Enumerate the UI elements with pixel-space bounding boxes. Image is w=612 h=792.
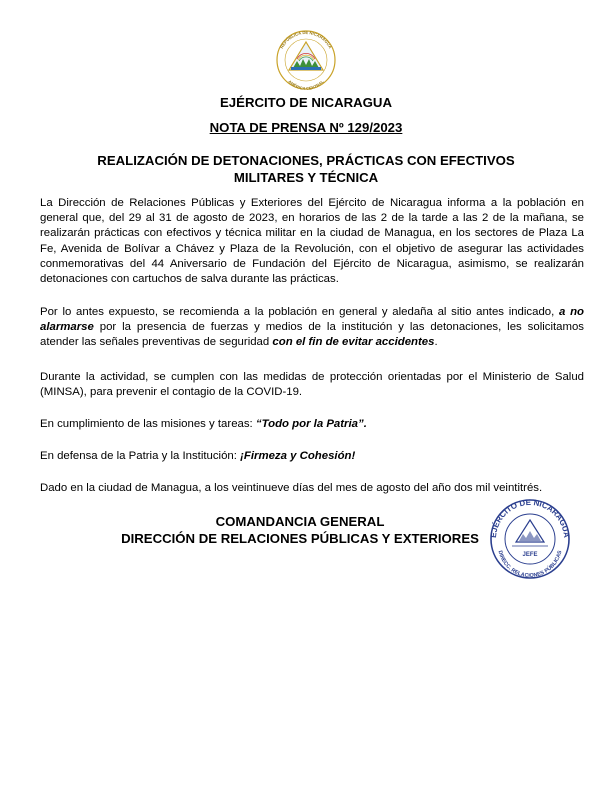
signature-line-1: COMANDANCIA GENERAL <box>215 514 385 529</box>
svg-text:AMÉRICA CENTRAL <box>287 79 325 90</box>
headline-line-2: MILITARES Y TÉCNICA <box>233 170 379 185</box>
emblem-top-text: REPÚBLICA DE NICARAGUA <box>278 29 334 50</box>
motto-2: ¡Firmeza y Cohesión! <box>240 450 356 462</box>
org-name: EJÉRCITO DE NICARAGUA <box>220 95 392 110</box>
paragraph-motto-2 <box>40 449 584 464</box>
stamp-center-text: JEFE <box>522 552 538 558</box>
motto-1: “Todo por la Patria”. <box>255 418 367 430</box>
headline-line-1: REALIZACIÓN DE DETONACIONES, PRÁCTICAS CON EFECTIVOS <box>97 153 515 168</box>
emblem-bottom-text: AMÉRICA CENTRAL <box>287 79 325 90</box>
paragraph-date: Dado en la ciudad de Managua, a los veintinueve días del mes de agosto del año dos mil veintitrés. <box>40 482 543 494</box>
recommendation-emphasis-1: a no alarmarse <box>40 306 584 334</box>
paragraph-motto-1 <box>40 417 584 432</box>
stamp-top-text: EJÉRCITO DE NICARAGUA <box>488 498 572 539</box>
stamp-bottom-text: DIRECC. RELACIONES PÚBLICAS <box>496 549 564 580</box>
signature-line-2: DIRECCIÓN DE RELACIONES PÚBLICAS Y EXTERIORES <box>121 531 479 546</box>
recommendation-emphasis-2: con el fin de evitar accidentes <box>272 336 435 349</box>
paragraph-health-measures: Durante la actividad, se cumplen con las medidas de protección orientadas por el Ministerio de Salud (MINSA), para prevenir el contagio de la COVID-19. <box>40 371 584 399</box>
motto-2-intro: En defensa de la Patria y la Institución: <box>40 450 237 462</box>
paragraph-recommendation <box>40 305 584 351</box>
nicaragua-coat-of-arms-icon <box>266 26 346 90</box>
motto-1-intro: En cumplimiento de las misiones y tareas: <box>40 418 253 430</box>
headline <box>60 152 552 186</box>
recommendation-text-a: Por lo antes expuesto, se recomienda a la población en general y aledaña al sitio antes indicado, <box>40 306 555 318</box>
recommendation-period: . <box>434 336 438 349</box>
recommendation-text-b: por la presencia de fuerzas y medios de la institución y las detonaciones, les solicitamos atender las señales preventivas de seguridad <box>40 321 584 349</box>
release-number: NOTA DE PRENSA Nº 129/2023 <box>209 120 403 135</box>
paragraph-announcement: La Dirección de Relaciones Públicas y Exteriores del Ejército de Nicaragua informa a la población en general que, del 29 al 31 de agosto de 2023, en horarios de las 2 de la tarde a las 2 de la mañana, se realizarán prácticas con efectivos y técnica militar en la ciudad de Managua, en los sectores de Plaza La Fe, Avenida de Bolívar a Chávez y Plaza de la Revolución, con el objetivo de asegurar las actividades conmemorativas del 44 Aniversario de Fundación del Ejército de Nicaragua, asimismo, se realizarán detonaciones con cartuchos de salva durante las prácticas. <box>40 197 584 286</box>
official-seal-icon <box>482 498 578 580</box>
